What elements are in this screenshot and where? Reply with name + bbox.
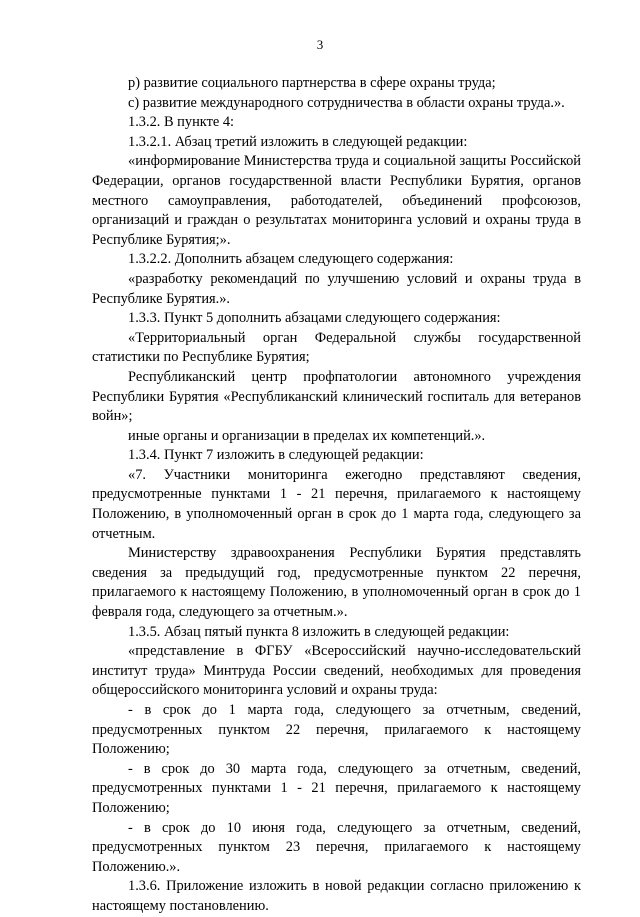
list-item-june-10: - в срок до 10 июня года, следующего за отчетным, сведений, предусмотренных пунктом 23 перечня, прилагаемого к настоящему Положению.». — [92, 819, 581, 875]
paragraph-1-3-4: 1.3.4. Пункт 7 изложить в следующей редакции: — [128, 447, 424, 464]
paragraph-1-3-2: 1.3.2. В пункте 4: — [128, 114, 235, 131]
quoted-paragraph-fgbu: «представление в ФГБУ «Всероссийский научно-исследовательский институт труда» Минтруда России сведений, необходимых для проведения общероссийского мониторинга условий и охраны труда: — [92, 643, 581, 699]
document-body — [92, 74, 581, 917]
paragraph-health-ministry: Министерству здравоохранения Республики Бурятия представлять сведения за предыдущий год, предусмотренные пунктом 22 перечня, прилагаемого к настоящему Положению, в уполномоченный орган в срок до 1 февраля года, следующего за отчетным.». — [92, 545, 581, 621]
list-item-march-30: - в срок до 30 марта года, следующего за отчетным, сведений, предусмотренных пунктами 1 - 21 перечня, прилагаемого к настоящему Положению; — [92, 760, 581, 816]
paragraph-profpathology-center: Республиканский центр профпатологии автономного учреждения Республики Бурятия «Республиканский клинический госпиталь для ветеранов войн»; — [92, 368, 581, 425]
quoted-paragraph-statistics-body: «Территориальный орган Федеральной службы государственной статистики по Республике Бурятия; — [92, 329, 581, 366]
list-item-march-1: - в срок до 1 марта года, следующего за отчетным, сведений, предусмотренных пунктом 22 перечня, прилагаемого к настоящему Положению; — [92, 702, 581, 758]
paragraph-1-3-2-2: 1.3.2.2. Дополнить абзацем следующего содержания: — [128, 251, 454, 268]
paragraph-1-3-5: 1.3.5. Абзац пятый пункта 8 изложить в следующей редакции: — [128, 623, 510, 640]
paragraph-item-s: с) развитие международного сотрудничества в области охраны труда.». — [128, 94, 565, 111]
paragraph-1-3-2-1: 1.3.2.1. Абзац третий изложить в следующей редакции: — [128, 133, 468, 150]
paragraph-other-bodies: иные органы и организации в пределах их компетенций.». — [128, 427, 486, 444]
paragraph-1-3-6: 1.3.6. Приложение изложить в новой редакции согласно приложению к настоящему постановлению. — [92, 878, 581, 914]
quoted-paragraph-point-7: «7. Участники мониторинга ежегодно представляют сведения, предусмотренные пунктами 1 - 21 перечня, прилагаемого к настоящему Положению, в уполномоченный орган в срок до 1 марта года, следующего за отчетным. — [92, 466, 581, 542]
paragraph-1-3-3: 1.3.3. Пункт 5 дополнить абзацами следующего содержания: — [128, 310, 501, 327]
quoted-paragraph-recommendations: «разработку рекомендаций по улучшению условий и охраны труда в Республике Бурятия.». — [92, 270, 581, 307]
page-number: 3 — [316, 37, 324, 52]
paragraph-item-r: р) развитие социального партнерства в сфере охраны труда; — [128, 75, 496, 91]
quoted-paragraph-informing: «информирование Министерства труда и социальной защиты Российской Федерации, органов государственной власти Республики Бурятия, органов местного самоуправления, работодателей, объединений профсоюзов, организаций и граждан о результатах мониторинга условий и охраны труда в Республике Бурятия;». — [92, 153, 581, 248]
